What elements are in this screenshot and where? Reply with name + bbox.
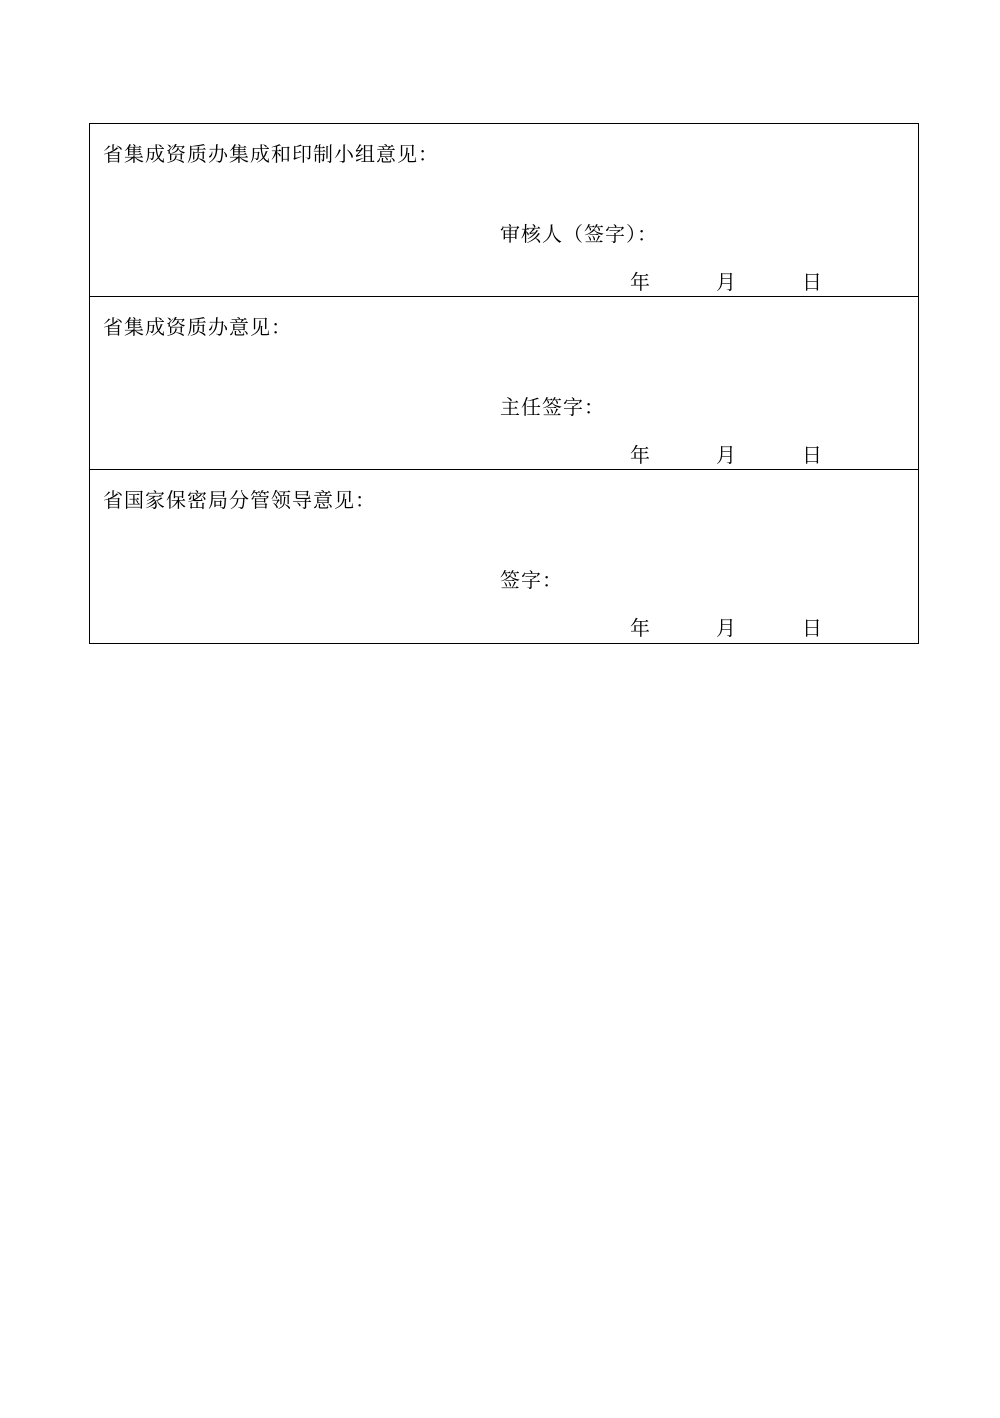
table-row-integration-group-opinion: [90, 124, 918, 297]
signature-label-reviewer: 审核人（签字）：: [500, 222, 658, 246]
row-title-integration-group: 省集成资质办集成和印制小组意见：: [103, 142, 439, 166]
date-month-label-row-2: 月: [716, 443, 736, 467]
date-day-label-row-3: 日: [802, 616, 822, 640]
date-month-label-row-3: 月: [716, 616, 736, 640]
approval-opinions-table: [89, 123, 919, 644]
signature-label-director: 主任签字：: [500, 395, 605, 419]
signature-label-leader: 签字：: [500, 568, 563, 592]
date-month-label-row-1: 月: [716, 270, 736, 294]
date-year-label-row-1: 年: [630, 270, 650, 294]
date-year-label-row-2: 年: [630, 443, 650, 467]
row-title-qualification-office: 省集成资质办意见：: [103, 315, 292, 339]
date-line-row-1: [630, 266, 822, 295]
table-row-qualification-office-opinion: [90, 297, 918, 470]
date-year-label-row-3: 年: [630, 616, 650, 640]
date-day-label-row-1: 日: [802, 270, 822, 294]
table-row-secrecy-bureau-opinion: [90, 470, 918, 643]
date-line-row-2: [630, 439, 822, 468]
row-title-secrecy-bureau-leader: 省国家保密局分管领导意见：: [103, 488, 376, 512]
date-day-label-row-2: 日: [802, 443, 822, 467]
date-line-row-3: [630, 612, 822, 641]
